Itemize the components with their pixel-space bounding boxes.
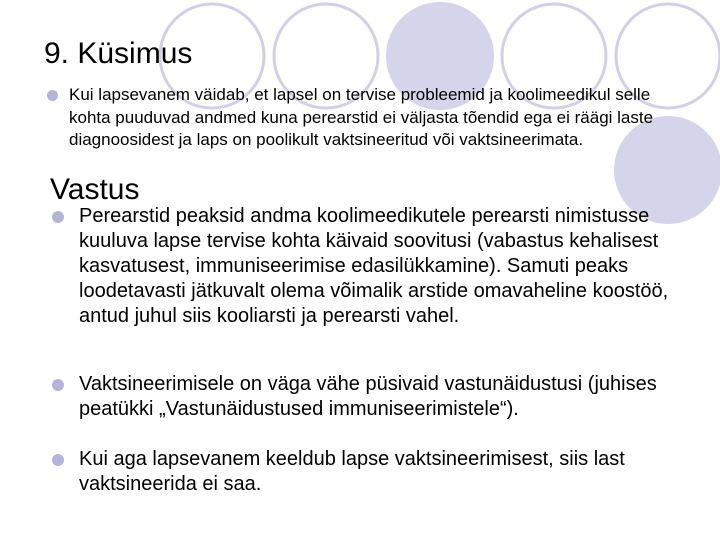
bullet-icon [52, 379, 64, 391]
bullet-icon [52, 454, 64, 466]
answer-item: Kui aga lapsevanem keeldub lapse vaktsineerimisest, siis last vaktsineerida ei saa. [79, 448, 625, 495]
question-text: Kui lapsevanem väidab, et lapsel on tervise probleemid ja koolimeedikul selle kohta puuduvad andmed kuna perearstid ei väljasta tõendid ega ei räägi laste diagnoosidest ja laps on poolikult vaktsineeritud või vaktsineerimata. [69, 85, 654, 149]
slide-title: 9. Küsimus [44, 37, 193, 70]
bullet-icon [52, 211, 64, 223]
answer-item: Perearstid peaksid andma koolimeedikutele perearsti nimistusse kuuluva lapse tervise kohta käivaid soovitusi (vabastus kehalisest kasvatusest, immuniseerimise edasilükkamine). Samuti peaks loodetavasti jätkuvalt olema võimalik arstide omavaheline koostöö, antud juhul siis kooliarsti ja perearsti vahel. [79, 205, 669, 327]
answer-heading: Vastus [50, 173, 140, 206]
bullet-icon [47, 90, 58, 101]
answer-item: Vaktsineerimisele on väga vähe püsivaid vastunäidustusi (juhises peatükki „Vastunäidustused immuniseerimistele“). [79, 373, 657, 420]
